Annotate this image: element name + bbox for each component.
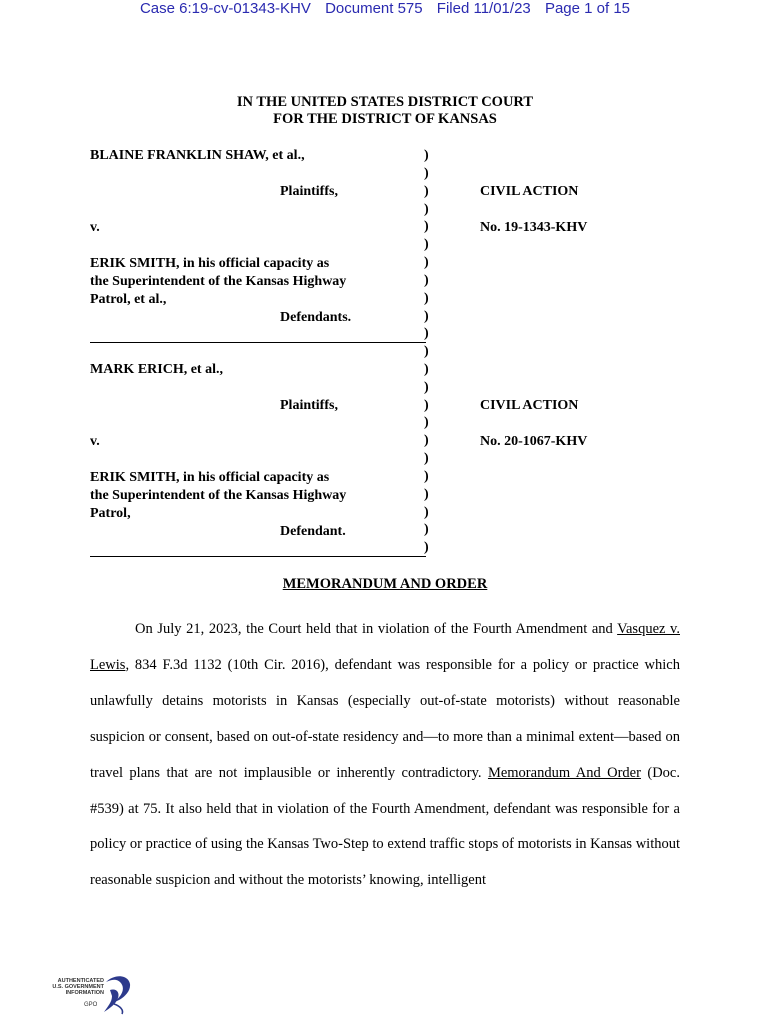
- gpo-authentication-seal: [44, 972, 134, 1018]
- caption2-civil-action: CIVIL ACTION: [480, 398, 579, 413]
- caption2-defendant-line: Patrol,: [90, 506, 131, 521]
- eagle-icon: [100, 972, 134, 1016]
- caption1-defendant-line: ERIK SMITH, in his official capacity as: [90, 256, 330, 271]
- caption2-rule: [90, 556, 426, 557]
- gpo-seal-text: AUTHENTICATED U.S. GOVERNMENT INFORMATION: [52, 978, 104, 996]
- caption2-defendants-label: Defendant.: [280, 524, 346, 539]
- page-number-stamp: Page 1 of 15: [544, 0, 631, 17]
- filed-date-stamp: Filed 11/01/23: [436, 0, 531, 17]
- caption1-case-number: No. 19-1343-KHV: [480, 220, 588, 235]
- caption1-defendant-line: Patrol, et al.,: [90, 292, 167, 307]
- case-citation: Vasquez v. Lewis: [90, 621, 680, 673]
- caption2-paren-column: ) ) ) ) ) ) ) ) ) ) ) ): [424, 344, 429, 556]
- caption1-versus: v.: [90, 220, 100, 235]
- document-number-stamp: Document 575: [325, 0, 423, 17]
- gpo-mark: GPO: [84, 1002, 98, 1008]
- memorandum-title: MEMORANDUM AND ORDER: [282, 576, 488, 592]
- case-number-stamp: Case 6:19-cv-01343-KHV: [139, 0, 311, 17]
- caption1-plaintiffs-label: Plaintiffs,: [280, 184, 338, 199]
- caption1-paren-column: ) ) ) ) ) ) ) ) ) ) ): [424, 148, 429, 342]
- document-reference: Memorandum And Order: [487, 764, 641, 781]
- caption2-plaintiffs-label: Plaintiffs,: [280, 398, 338, 413]
- memorandum-body: [90, 612, 680, 899]
- court-heading-line2: FOR THE DISTRICT OF KANSAS: [273, 111, 497, 127]
- caption2-versus: v.: [90, 434, 100, 449]
- caption1-rule: [90, 342, 426, 343]
- caption1-plaintiff: BLAINE FRANKLIN SHAW, et al.,: [90, 148, 305, 163]
- caption1-defendants-label: Defendants.: [280, 310, 352, 325]
- court-heading-line1: IN THE UNITED STATES DISTRICT COURT: [236, 94, 534, 110]
- caption1-defendant-line: the Superintendent of the Kansas Highway: [90, 274, 347, 289]
- filing-header: [0, 0, 770, 17]
- caption2-defendant-line: ERIK SMITH, in his official capacity as: [90, 470, 330, 485]
- caption1-civil-action: CIVIL ACTION: [480, 184, 579, 199]
- caption2-plaintiff: MARK ERICH, et al.,: [90, 362, 223, 377]
- court-heading: [0, 94, 770, 128]
- caption2-case-number: No. 20-1067-KHV: [480, 434, 588, 449]
- body-paragraph: On July 21, 2023, the Court held that in violation of the Fourth Amendment and Vasquez v. Lewis, 834 F.3d 1132 (10th Cir. 2016), defendant was responsible for a policy or practice which unlawfully detains motorists in Kansas (especially out-of-state motorists) without reasonable suspicion or consent, based on out-of-state residency and—to more than a minimal extent—based on travel plans that are not implausible or inherently contradictory. Memorandum And Order (Doc. #539) at 75. It also held that in violation of the Fourth Amendment, defendant was responsible for a policy or practice of using the Kansas Two-Step to extend traffic stops of motorists in Kansas without reasonable suspicion and without the motorists’ knowing, intelligent: [90, 621, 680, 889]
- caption2-defendant-line: the Superintendent of the Kansas Highway: [90, 488, 347, 503]
